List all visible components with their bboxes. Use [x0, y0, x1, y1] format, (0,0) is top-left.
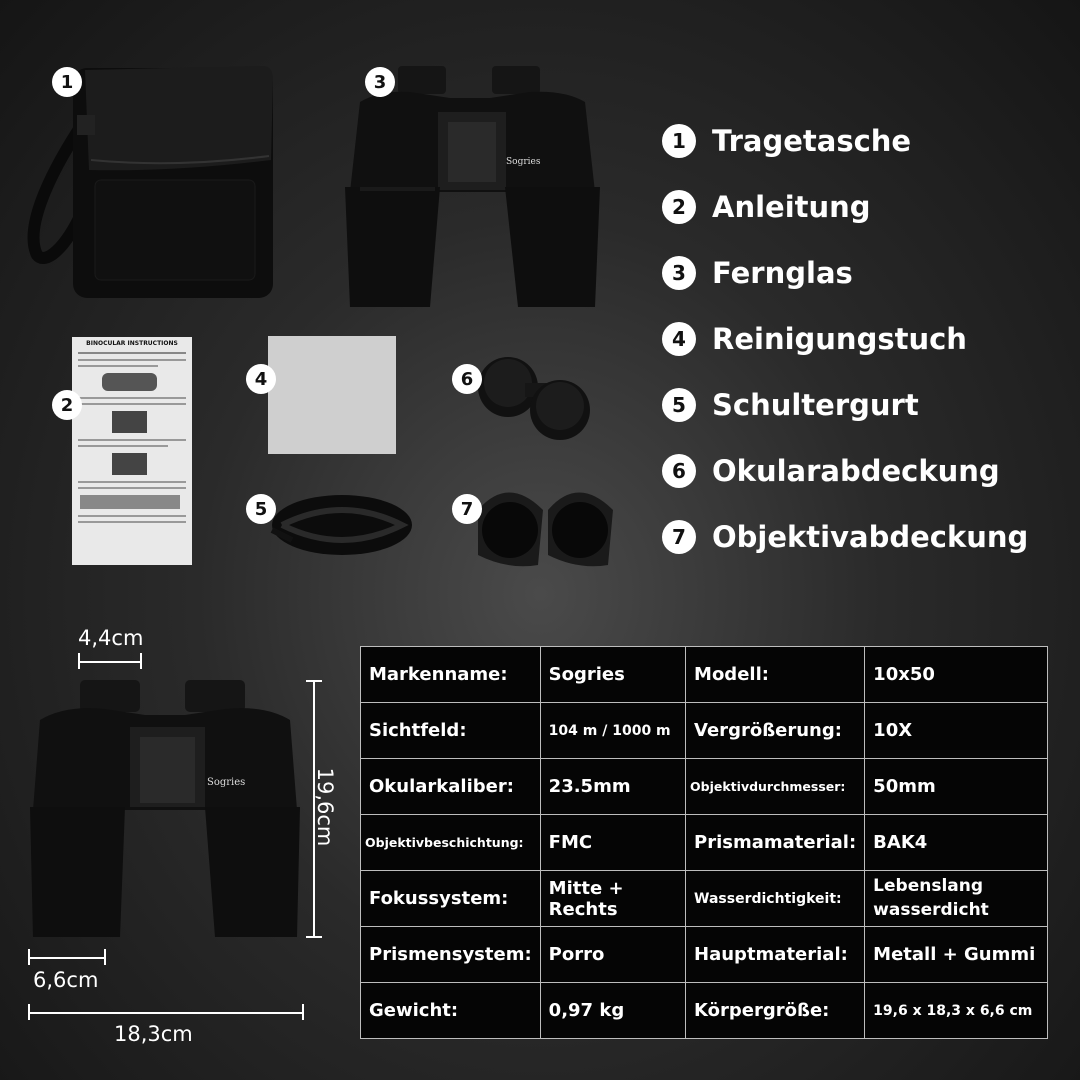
dimension-line-eyepiece	[78, 661, 142, 663]
contents-list	[662, 108, 1028, 570]
item-number-4: 4	[246, 364, 276, 394]
shoulder-strap-image	[262, 485, 417, 565]
dimension-tick	[78, 653, 80, 669]
spec-label: Markenname:	[361, 647, 541, 703]
spec-value: 10x50	[865, 647, 1048, 703]
spec-label: Modell:	[686, 647, 865, 703]
dimension-line-objective	[28, 957, 106, 959]
specifications-table	[360, 646, 1048, 1039]
spec-label: Prismensystem:	[361, 927, 541, 983]
list-label: Objektivabdeckung	[712, 520, 1029, 554]
table-row	[361, 815, 1048, 871]
spec-value: Mitte + Rechts	[540, 871, 685, 927]
list-label: Anleitung	[712, 190, 871, 224]
dimension-width-label: 18,3cm	[114, 1022, 193, 1046]
spec-label: Hauptmaterial:	[686, 927, 865, 983]
list-label: Tragetasche	[712, 124, 912, 158]
list-label: Reinigungstuch	[712, 322, 967, 356]
item-number-5: 5	[246, 494, 276, 524]
list-label: Okularabdeckung	[712, 454, 1000, 488]
list-item	[662, 504, 1028, 570]
spec-value: 19,6 x 18,3 x 6,6 cm	[865, 983, 1048, 1039]
dimension-tick	[302, 1004, 304, 1020]
table-row	[361, 871, 1048, 927]
eyepiece-caps-image	[470, 355, 605, 445]
spec-value: Porro	[540, 927, 685, 983]
list-item	[662, 108, 1028, 174]
spec-value: 10X	[865, 703, 1048, 759]
spec-label: Fokussystem:	[361, 871, 541, 927]
table-row	[361, 927, 1048, 983]
spec-label: Objektivbeschichtung:	[361, 815, 541, 871]
spec-label: Vergrößerung:	[686, 703, 865, 759]
item-number-3: 3	[365, 67, 395, 97]
dimension-tick	[140, 653, 142, 669]
spec-label: Objektivdurchmesser:	[686, 759, 865, 815]
spec-value: FMC	[540, 815, 685, 871]
spec-label: Sichtfeld:	[361, 703, 541, 759]
dimension-line-width	[28, 1012, 304, 1014]
objective-caps-image	[468, 475, 623, 570]
dimension-eyepiece-label: 4,4cm	[78, 626, 144, 650]
instruction-manual-image	[72, 337, 192, 565]
list-number: 4	[662, 322, 696, 356]
binoculars-dimension-image	[25, 675, 305, 940]
brand-logo-large: Sogries	[207, 777, 246, 788]
spec-value: 0,97 kg	[540, 983, 685, 1039]
spec-value: 23.5mm	[540, 759, 685, 815]
table-row	[361, 647, 1048, 703]
manual-title: BINOCULAR INSTRUCTIONS	[72, 337, 192, 347]
brand-logo-small: Sogries	[506, 157, 541, 167]
dimension-tick	[28, 1004, 30, 1020]
list-number: 3	[662, 256, 696, 290]
spec-label: Prismamaterial:	[686, 815, 865, 871]
spec-value: BAK4	[865, 815, 1048, 871]
dimension-tick	[306, 936, 322, 938]
cleaning-cloth-image	[268, 336, 396, 454]
list-label: Fernglas	[712, 256, 853, 290]
dimension-tick	[306, 680, 322, 682]
spec-label: Gewicht:	[361, 983, 541, 1039]
list-item	[662, 240, 1028, 306]
spec-value: 104 m / 1000 m	[540, 703, 685, 759]
list-number: 1	[662, 124, 696, 158]
spec-value: 50mm	[865, 759, 1048, 815]
list-number: 2	[662, 190, 696, 224]
list-number: 5	[662, 388, 696, 422]
spec-value: Lebenslang wasserdicht	[865, 871, 1048, 927]
binoculars-image	[340, 62, 605, 312]
spec-value: Sogries	[540, 647, 685, 703]
dimension-objective-label: 6,6cm	[33, 968, 99, 992]
item-number-6: 6	[452, 364, 482, 394]
item-number-7: 7	[452, 494, 482, 524]
list-item	[662, 438, 1028, 504]
spec-label: Körpergröße:	[686, 983, 865, 1039]
list-item	[662, 306, 1028, 372]
list-item	[662, 372, 1028, 438]
spec-value: Metall + Gummi	[865, 927, 1048, 983]
list-label: Schultergurt	[712, 388, 919, 422]
dimension-height-label: 19,6cm	[313, 767, 337, 847]
spec-label: Okularkaliber:	[361, 759, 541, 815]
item-number-1: 1	[52, 67, 82, 97]
spec-label: Wasserdichtigkeit:	[686, 871, 865, 927]
dimension-tick	[28, 949, 30, 965]
table-row	[361, 759, 1048, 815]
dimension-tick	[104, 949, 106, 965]
list-number: 6	[662, 454, 696, 488]
table-row	[361, 983, 1048, 1039]
list-item	[662, 174, 1028, 240]
item-number-2: 2	[52, 390, 82, 420]
table-row	[361, 703, 1048, 759]
list-number: 7	[662, 520, 696, 554]
